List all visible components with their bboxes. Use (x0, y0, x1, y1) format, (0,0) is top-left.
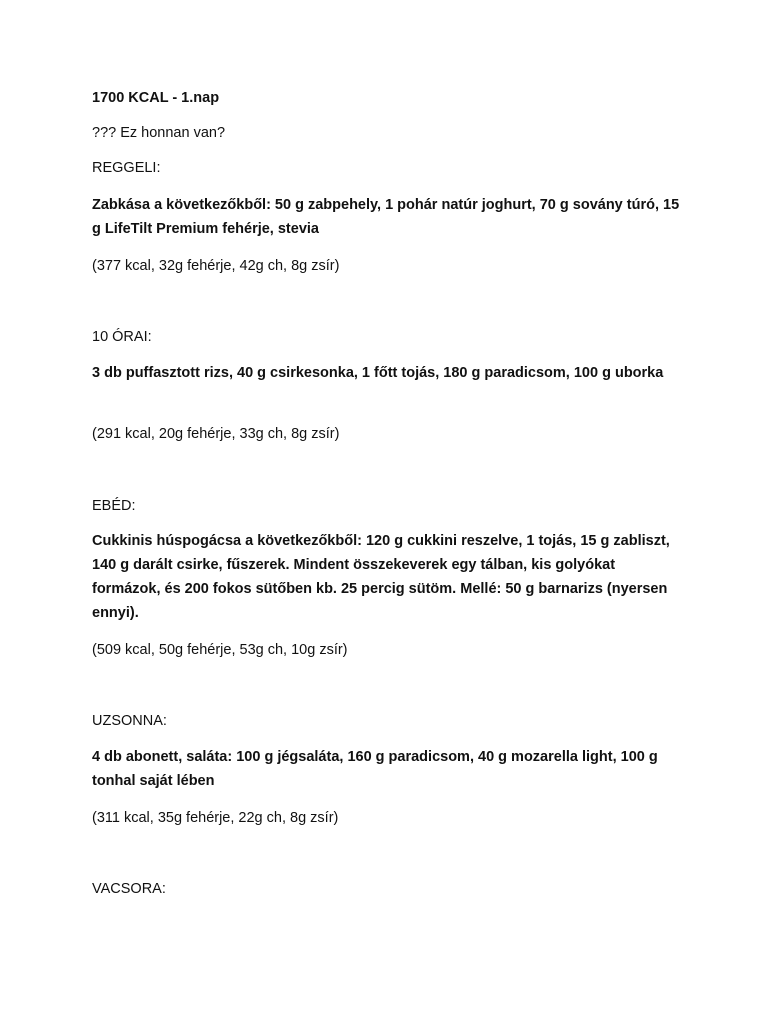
document-title: 1700 KCAL - 1.nap (92, 90, 220, 106)
meal-description-snack-10: 3 db puffasztott rizs, 40 g csirkesonka, 1 főtt tojás, 180 g paradicsom, 100 g uborka (92, 365, 664, 381)
meal-macros-afternoon-snack: (311 kcal, 35g fehérje, 22g ch, 8g zsír) (92, 810, 339, 826)
meal-macros-lunch: (509 kcal, 50g fehérje, 53g ch, 10g zsír) (92, 642, 348, 658)
source-note: ??? Ez honnan van? (92, 125, 226, 141)
meal-description-afternoon-snack: 4 db abonett, saláta: 100 g jégsaláta, 160 g paradicsom, 40 g mozarella light, 100 g tonhal saját lében (92, 749, 658, 789)
meal-description-lunch: Cukkinis húspogácsa a következőkből: 120 g cukkini reszelve, 1 tojás, 15 g zabliszt, 140 g darált csirke, fűszerek. Mindent összekeverek egy tálban, kis golyókat formázok, és 200 fokos sütőben kb. 25 percig sütöm. Mellé: 50 g barnarizs (nyersen ennyi). (92, 533, 670, 621)
meal-heading-breakfast: REGGELI: (92, 160, 161, 176)
meal-heading-dinner: VACSORA: (92, 881, 166, 897)
meal-macros-breakfast: (377 kcal, 32g fehérje, 42g ch, 8g zsír) (92, 258, 340, 274)
meal-heading-snack-10: 10 ÓRAI: (92, 329, 152, 345)
meal-description-breakfast: Zabkása a következőkből: 50 g zabpehely, 1 pohár natúr joghurt, 70 g sovány túró, 15 g LifeTilt Premium fehérje, stevia (92, 197, 680, 237)
meal-heading-afternoon-snack: UZSONNA: (92, 713, 167, 729)
meal-macros-snack-10: (291 kcal, 20g fehérje, 33g ch, 8g zsír) (92, 426, 340, 442)
meal-heading-lunch: EBÉD: (92, 498, 136, 514)
